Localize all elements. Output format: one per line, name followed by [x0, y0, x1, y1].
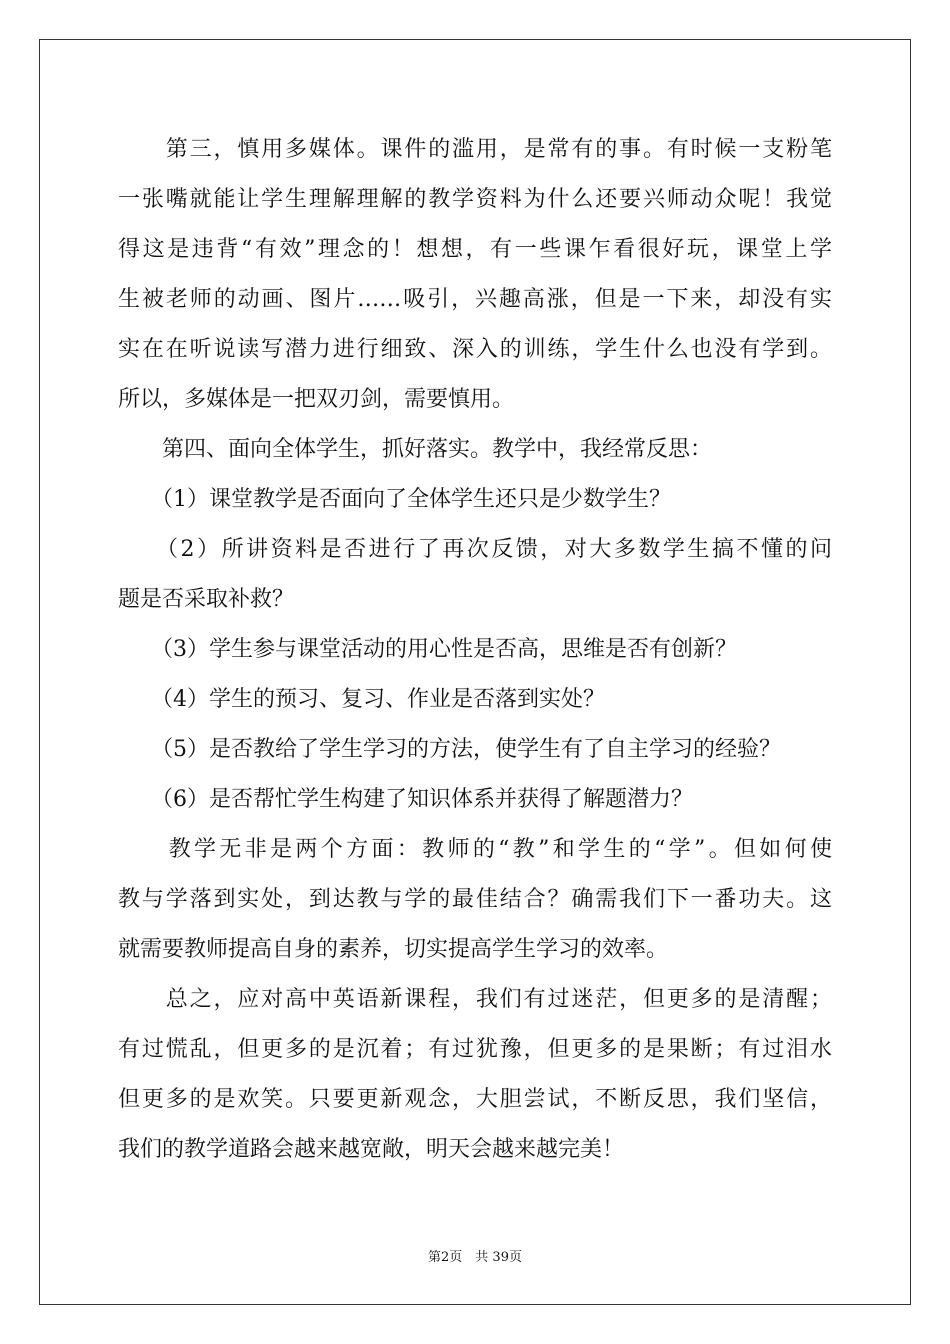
text-line: （6）是否帮忙学生构建了知识体系并获得了解题潜力？: [118, 787, 693, 812]
text-line: 教与学落到实处，到达教与学的最佳结合？确需我们下一番功夫。这: [118, 887, 832, 912]
text-line: 就需要教师提高自身的素养，切实提高学生学习的效率。: [118, 937, 669, 962]
text-line: 我们的教学道路会越来越宽敞，明天会越来越完美！: [118, 1137, 625, 1162]
text-line: （3）学生参与课堂活动的用心性是否高，思维是否有创新？: [118, 637, 737, 662]
text-line: 第四、面向全体学生，抓好落实。教学中，我经常反思：: [118, 437, 713, 462]
text-line: 教学无非是两个方面：教师的“教”和学生的“学”。但如何使: [118, 837, 832, 862]
text-line: 第三，慎用多媒体。课件的滥用，是常有的事。有时候一支粉笔: [118, 137, 832, 162]
text-line: 但更多的是欢笑。只要更新观念，大胆尝试，不断反思，我们坚信，: [118, 1087, 832, 1112]
text-line: 总之，应对高中英语新课程，我们有过迷茫，但更多的是清醒；: [118, 987, 832, 1012]
text-line: （4）学生的预习、复习、作业是否落到实处？: [118, 687, 605, 712]
text-line: （1）课堂教学是否面向了全体学生还只是少数学生？: [118, 487, 671, 512]
text-line: （5）是否教给了学生学习的方法，使学生有了自主学习的经验？: [118, 737, 781, 762]
text-line: 实在在听说读写潜力进行细致、深入的训练，学生什么也没有学到。: [118, 337, 832, 362]
text-line: 一张嘴就能让学生理解理解的教学资料为什么还要兴师动众呢！我觉: [118, 187, 832, 212]
page-border: [39, 39, 911, 1305]
text-line: 所以，多媒体是一把双刃剑，需要慎用。: [118, 387, 515, 412]
text-line: 生被老师的动画、图片……吸引，兴趣高涨，但是一下来，却没有实: [118, 287, 832, 312]
page-footer: 第2页 共 39页: [428, 1250, 522, 1265]
text-line: 有过慌乱，但更多的是沉着；有过犹豫，但更多的是果断；有过泪水: [118, 1037, 832, 1062]
text-line: （2）所讲资料是否进行了再次反馈，对大多数学生搞不懂的问: [118, 537, 832, 562]
text-line: 题是否采取补救？: [118, 587, 295, 612]
text-line: 得这是违背“有效”理念的！想想，有一些课乍看很好玩，课堂上学: [118, 237, 832, 262]
